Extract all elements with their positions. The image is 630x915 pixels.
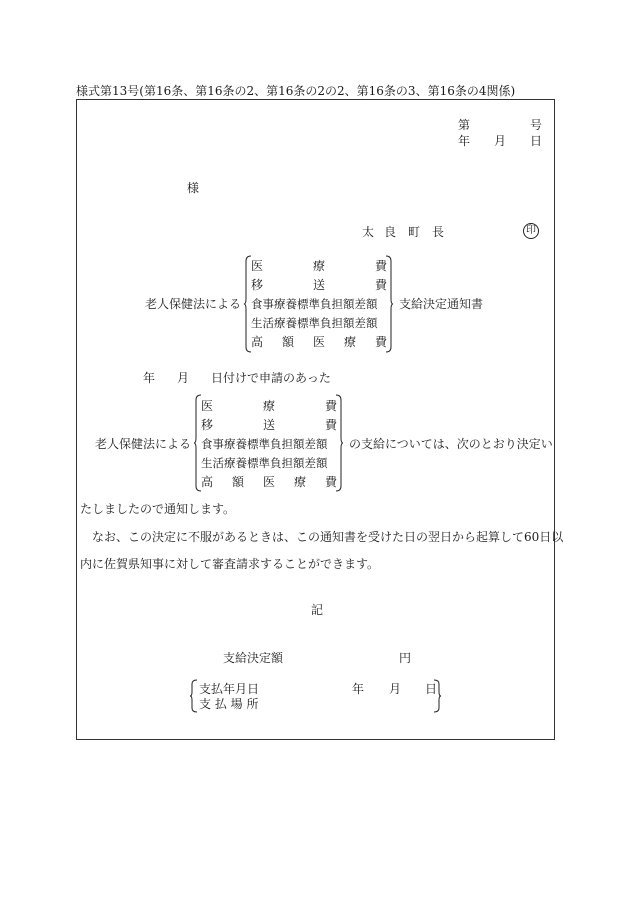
payment-date-day: 日 [425,682,438,696]
char: 医 [262,475,275,489]
date-day: 日 [530,134,543,148]
char: 療 [293,475,306,489]
title-item-highcost [251,335,387,349]
char: 療 [343,335,356,349]
body-item-highcost [201,475,337,489]
char: 費 [374,335,387,349]
payment-date-year: 年 [352,682,365,696]
ki-heading: 記 [311,603,324,617]
app-year: 年 [143,371,156,385]
issuer-char-4: 長 [432,225,445,239]
char: 療 [262,399,275,413]
char: 費 [324,399,337,413]
char: 移 [251,278,264,292]
date-month: 月 [494,134,507,148]
char: 移 [201,418,214,432]
body-item-medical [201,399,337,413]
body-continuation: たしましたので通知します。 [80,502,236,516]
issuer-char-1: 太 [362,225,375,239]
char: 費 [324,475,337,489]
title-item-medical [251,259,387,273]
char: 費 [324,418,337,432]
title-item-living: 生活療養標準負担額差額 [251,316,378,330]
amount-unit: 円 [399,651,412,665]
title-suffix: 支給決定通知書 [399,297,484,311]
char: 送 [262,418,275,432]
amount-label: 支給決定額 [223,651,284,665]
char: 費 [374,278,387,292]
appeal-line-2: 内に佐賀県知事に対して審査請求することができます。 [80,557,380,571]
char: 医 [312,335,325,349]
char: 医 [201,399,214,413]
payment-date-label: 支払年月日 [199,682,260,696]
app-rest: 日付けで申請のあった [211,371,331,385]
number-suffix: 号 [530,118,543,132]
payment-date-month: 月 [389,682,402,696]
appeal-line-1: なお、この決定に不服があるときは、この通知書を受けた日の翌日から起算して60日以 [92,530,564,544]
title-item-transport [251,278,387,292]
body-decision-suffix: の支給については、次のとおり決定い [349,437,553,451]
date-year: 年 [458,134,471,148]
char: 医 [251,259,264,273]
body-item-meal: 食事療養標準負担額差額 [201,437,328,451]
issuer-char-3: 町 [408,225,421,239]
issuer-char-2: 良 [384,225,397,239]
char: 療 [312,259,325,273]
app-month: 月 [177,371,190,385]
char: 送 [312,278,325,292]
body-item-transport [201,418,337,432]
char: 額 [231,475,244,489]
addressee-suffix: 様 [187,181,200,195]
body-item-living: 生活療養標準負担額差額 [201,456,328,470]
number-prefix: 第 [458,118,471,132]
char: 額 [281,335,294,349]
title-law-prefix: 老人保健法による [145,297,242,311]
payment-place-label: 支 払 場 所 [199,697,259,711]
seal-mark: 印 [523,223,539,239]
body-law-prefix: 老人保健法による [95,437,192,451]
char: 費 [374,259,387,273]
char: 高 [251,335,264,349]
payment-left-brace [190,679,198,713]
form-header: 様式第13号(第16条、第16条の2、第16条の2の2、第16条の3、第16条の4関係) [76,84,516,98]
title-item-meal: 食事療養標準負担額差額 [251,297,378,311]
char: 高 [201,475,214,489]
